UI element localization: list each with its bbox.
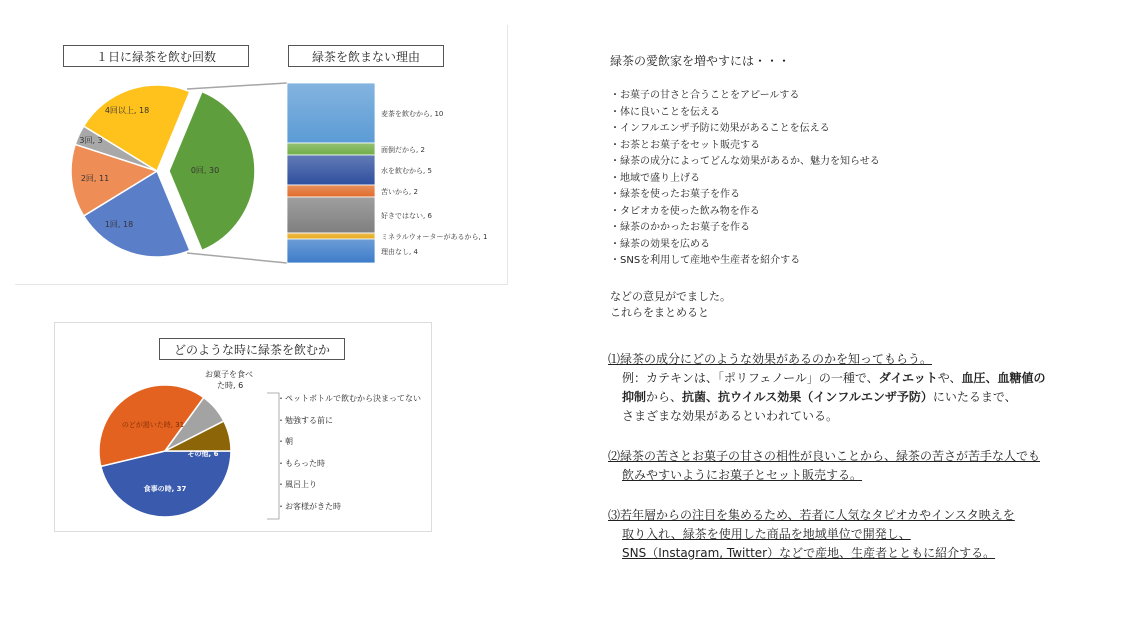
idea-item: ・お菓子の甘さと合うことをアピールする	[610, 90, 800, 101]
pie1-label-3: 3回, 3	[79, 136, 103, 145]
bar-segment-1	[287, 143, 375, 155]
pie2-okashi-label-top: お菓子を食べ	[205, 370, 253, 379]
bar-label-6: 理由なし, 4	[381, 248, 418, 256]
summary-1-line-b	[608, 388, 1046, 407]
other-item: ・ペットボトルで飲むから決まってない	[277, 394, 421, 403]
other-item: ・勉強する前に	[277, 415, 333, 425]
pie1-svg	[15, 25, 507, 284]
summary-2	[608, 447, 1040, 485]
summary-1-text-h: にいたるまで、	[932, 390, 1017, 404]
bar-label-4: 好きではない, 6	[381, 212, 432, 220]
idea-item: ・緑茶の成分によってどんな効果があるか、魅力を知らせる	[610, 156, 880, 167]
summary-2-line-2: 飲みやすいようにお菓子とセット販売する。	[622, 468, 863, 482]
ideas-heading: 緑茶の愛飲家を増やすには・・・	[610, 54, 791, 68]
pie1-label-2: 2回, 11	[80, 174, 110, 183]
idea-item: ・体に良いことを伝える	[610, 106, 720, 118]
pie2-label-1: のどが渇いた時, 31	[121, 421, 185, 429]
note-line-1: などの意見がでました。	[610, 290, 731, 303]
pie1-label-0: 0回, 30	[190, 166, 220, 175]
summary-1-bold-e: 抑制	[622, 390, 647, 404]
connector-bottom	[187, 253, 287, 263]
bar-segment-0	[287, 83, 375, 143]
drinking-occasion-chart-panel	[54, 322, 432, 532]
summary-3-line-1: ⑶若年層からの注目を集めるため、若者に人気なタピオカやインスタ映えを	[608, 508, 1015, 522]
pie2-okashi-label-bottom: た時, 6	[217, 381, 244, 390]
drinking-frequency-chart-panel	[15, 25, 508, 285]
summary-1-bold-g: 抗菌、抗ウイルス効果（インフルエンザ予防）	[682, 390, 933, 404]
summary-3	[608, 506, 1015, 563]
idea-item: ・地域で盛り上げる	[610, 172, 700, 184]
other-item: ・風呂上り	[277, 480, 317, 489]
bar-segment-3	[287, 185, 375, 197]
idea-item: ・タピオカを使った飲み物を作る	[610, 205, 760, 217]
bar-segment-4	[287, 197, 375, 233]
summary-1-line-a	[608, 369, 1046, 388]
bar-segment-2	[287, 155, 375, 185]
bar-label-0: 麦茶を飲むから, 10	[381, 110, 444, 118]
idea-item: ・お茶とお菓子をセット販売する	[610, 139, 760, 151]
pie1-label-4: 4回以上, 18	[104, 106, 150, 115]
summary-1-bold-b: ダイエット	[878, 371, 938, 385]
idea-item: ・SNSを利用して産地や生産者を紹介する	[610, 255, 801, 266]
summary-1-text-c: や、	[937, 371, 962, 385]
idea-item: ・緑茶のかかったお菓子を作る	[610, 222, 750, 233]
bar-label-3: 苦いから, 2	[381, 188, 418, 196]
pie1-label-1: 1回, 18	[104, 220, 134, 229]
bar-title: 緑茶を飲まない理由	[288, 45, 444, 67]
pie2-title: どのような時に緑茶を飲むか	[159, 338, 345, 360]
other-item: ・朝	[277, 437, 293, 446]
note-line-2: これらをまとめると	[610, 306, 709, 319]
other-item: ・もらった時	[277, 458, 325, 468]
idea-item: ・インフルエンザ予防に効果があることを伝える	[610, 123, 830, 134]
connector-top	[187, 83, 287, 89]
summary-3-line-3: SNS（Instagram, Twitter）などで産地、生産者とともに紹介する。	[622, 546, 996, 560]
summary-1-text-f: から、	[646, 390, 683, 404]
bar-label-1: 面倒だから, 2	[381, 146, 425, 154]
summary-1-bold-d: 血圧、血糖値の	[961, 371, 1046, 385]
bar-label-5: ミネラルウォーターがあるから, 1	[381, 233, 488, 241]
other-items-list	[277, 393, 421, 522]
pie2-label-0: 食事の時, 37	[143, 485, 187, 493]
pie1-title: １日に緑茶を飲む回数	[63, 45, 249, 67]
summary-1-line-c: さまざまな効果があるといわれている。	[622, 409, 839, 423]
other-item: ・お客様がきた時	[277, 501, 341, 511]
summary-1-heading: ⑴緑茶の成分にどのような効果があるのかを知ってもらう。	[608, 352, 933, 366]
idea-item: ・緑茶を使ったお菓子を作る	[610, 189, 740, 200]
summary-1	[608, 350, 1046, 426]
bar-segment-6	[287, 239, 375, 263]
bar-label-2: 水を飲むから, 5	[381, 167, 432, 175]
summary-2-line-1: ⑵緑茶の苦さとお菓子の甘さの相性が良いことから、緑茶の苦さが苦手な人でも	[608, 449, 1041, 463]
bar-segment-5	[287, 233, 375, 239]
summary-1-text-a: 例：カテキンは、「ポリフェノール」の一種で、	[622, 371, 879, 385]
pie2-okashi-label	[205, 369, 253, 391]
pie2-label-3: その他, 6	[187, 450, 219, 458]
idea-item: ・緑茶の効果を広める	[610, 238, 710, 250]
summary-3-line-2: 取り入れ、緑茶を使用した商品を地域単位で開発し、	[622, 527, 911, 541]
